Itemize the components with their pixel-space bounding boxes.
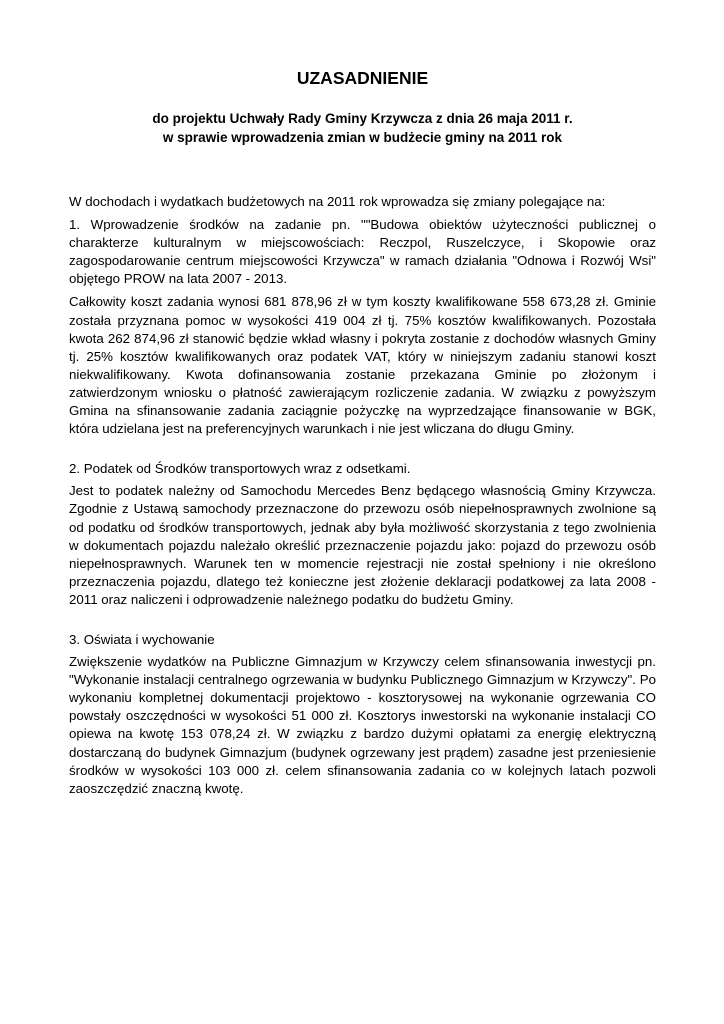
document-title: UZASADNIENIE (296, 68, 429, 88)
document-body (69, 193, 656, 798)
subtitle-line-1: do projektu Uchwały Rady Gminy Krzywcza z dnia 26 maja 2011 r. (152, 111, 573, 126)
section-3-body: Zwiększenie wydatków na Publiczne Gimnazjum w Krzywczy celem sfinansowania inwestycji pn. "Wykonanie instalacji centralnego ogrzewania w budynku Publicznego Gimnazjum w Krzywczy". Po wykonaniu kompletnej dokumentacji projektowo - kosztorysowej na wykonanie ogrzewania CO powstały oszczędności w wysokości 51 000 zł. Kosztorys inwestorski na wykonanie instalacji CO opiewa na kwotę 153 078,24 zł. W związku z bardzo dużymi opłatami za energię elektryczną dostarczaną do budynek Gimnazjum (budynek ogrzewany jest prądem) zasadne jest przeniesienie środków w wysokości 103 000 zł. celem sfinansowania zadania co w kolejnych latach pozwoli zaoszczędzić znaczną kwotę. (69, 654, 656, 796)
section-3-heading: 3. Oświata i wychowanie (69, 631, 215, 647)
section-2-heading: 2. Podatek od Środków transportowych wraz z odsetkami. (69, 461, 411, 477)
section-1-paragraph-2: Całkowity koszt zadania wynosi 681 878,96 zł w tym koszty kwalifikowane 558 673,28 zł. Gminie została przyznana pomoc w wysokości 419 004 zł tj. 75% kosztów kwalifikowanych. Pozostała kwota 262 874,96 zł stanowić będzie wkład własny i pokryta zostanie z dochodów własnych Gminy tj. 25% kosztów kwalifikowanych oraz podatek VAT, który w niniejszym zadaniu stanowi koszt niekwalifikowany. Kwota dofinansowania zostanie przekazana Gminie po złożonym i zatwierdzonym wniosku o płatność zawierającym rozliczenie zadania. W związku z powyższym Gmina na sfinansowanie zadania zaciągnie pożyczkę na wyprzedzające finansowanie w BGK, która udzielana jest na preferencyjnych warunkach i nie jest wliczana do długu Gminy. (69, 294, 656, 437)
document-subtitle (69, 109, 656, 147)
section-2-body: Jest to podatek należny od Samochodu Mercedes Benz będącego własnością Gminy Krzywcza. Zgodnie z Ustawą samochody przeznaczone do przewozu osób niepełnosprawnych zwolnione są od podatku od środków transportowych, jednak aby była możliwość skorzystania z tego zwolnienia w dokumentach pojazdu należało określić przeznaczenie pojazdu jako: pojazd do przewozu osób niepełnosprawnych. Warunek ten w momencie rejestracji nie został spełniony i nie określono przeznaczenia pojazdu, dlatego też konieczne jest złożenie deklaracji podatkowej za lata 2008 - 2011 oraz naliczeni i odprowadzenie należnego podatku do budżetu Gminy. (69, 483, 656, 607)
subtitle-line-2: w sprawie wprowadzenia zmian w budżecie gminy na 2011 rok (162, 130, 563, 145)
section-1-paragraph-1: 1. Wprowadzenie środków na zadanie pn. ""Budowa obiektów użyteczności publicznej o charakterze kulturalnym w miejscowościach: Reczpol, Ruszelczyce, i Skopowie oraz zagospodarowanie centrum miejscowości Krzywcza" w ramach działania "Odnowa i Rozwój Wsi" objętego PROW na lata 2007 - 2013. (69, 217, 656, 287)
intro-paragraph: W dochodach i wydatkach budżetowych na 2011 rok wprowadza się zmiany polegające na: (69, 194, 606, 209)
